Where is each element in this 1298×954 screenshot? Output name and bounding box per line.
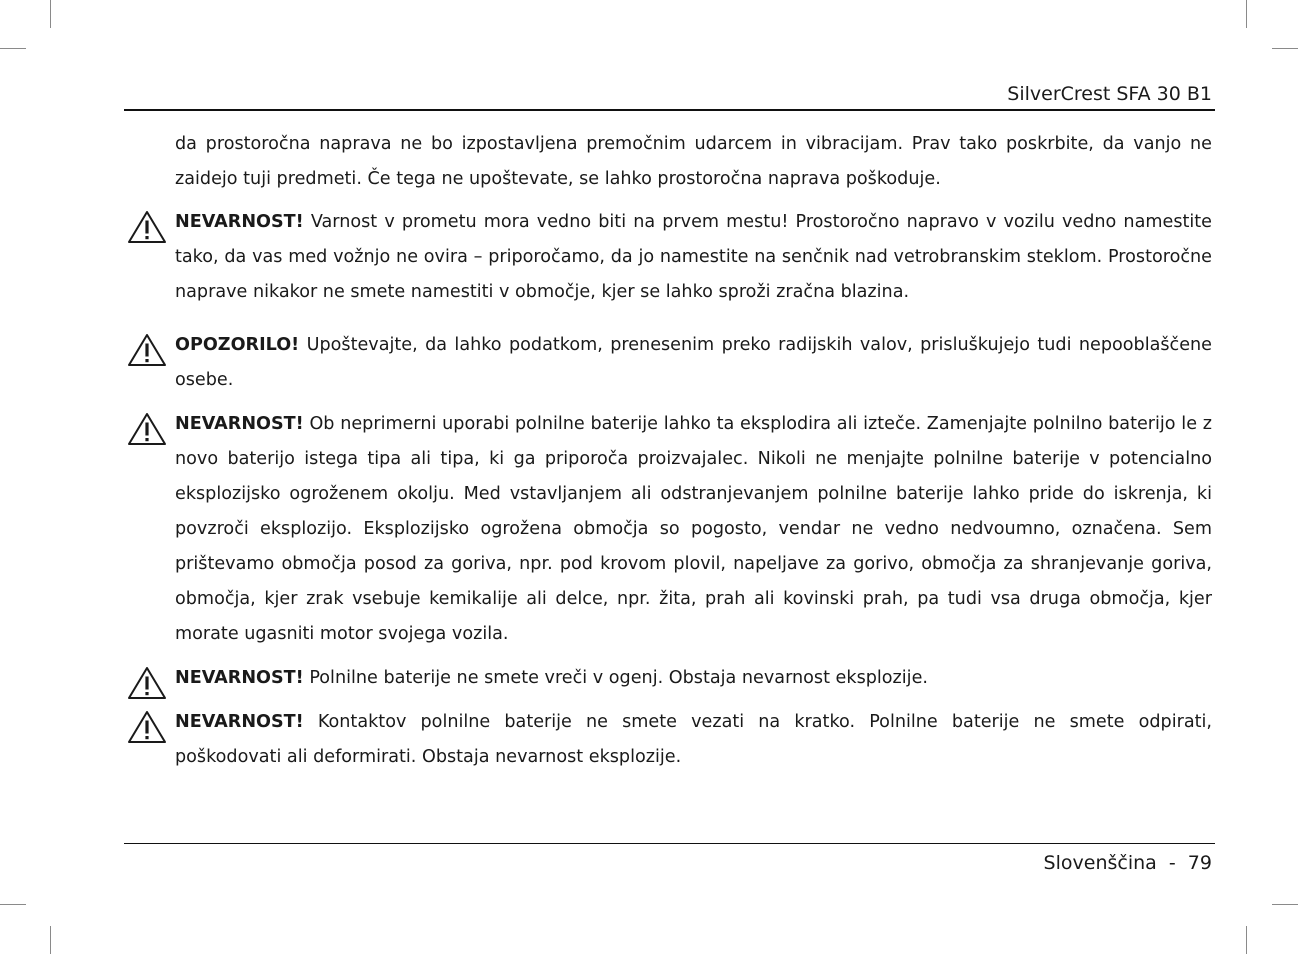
warning-text: Ob neprimerni uporabi polnilne baterije lahko ta eksplodira ali izteče. Zamenjajte polnilno baterijo le z novo baterijo istega tipa ali tipa, ki ga priporoča proizvajalec. Nikoli ne menjajte polnilne baterije v potencialno eksplozijsko ogroženem okolju. Med vstavljanjem ali odstranjevanjem polnilne baterije lahko pride do iskrenja, ki povzroči eksplozijo. Eksplozijsko ogrožena območja so pogosto, vendar ne vedno nedvoumno, označena. Sem prištevamo območja posod za goriva, npr. pod krovom plovil, napeljave za gorivo, območja za shranjevanje goriva, območja, kjer zrak vsebuje kemikalije ali delce, npr. žita, prah ali kovinski prah, pa tudi vsa druga območja, kjer morate ugasniti motor svojega vozila. (175, 414, 1212, 644)
warning-paragraph (124, 705, 1212, 775)
crop-mark (1246, 926, 1247, 954)
header-rule (124, 109, 1215, 111)
crop-mark (1246, 0, 1247, 28)
warning-text: Varnost v prometu mora vedno biti na prvem mestu! Prostoročno napravo v vozilu vedno namestite tako, da vas med vožnjo ne ovira – priporočamo, da jo namestite na senčnik nad vetrobranskim steklom. Prostoročne naprave nikakor ne smete namestiti v območje, kjer se lahko sproži zračna blazina. (175, 212, 1212, 302)
warning-text: Kontaktov polnilne baterije ne smete vezati na kratko. Polnilne baterije ne smete odpirati, poškodovati ali deformirati. Obstaja nevarnost eksplozije. (175, 712, 1212, 767)
crop-mark (50, 926, 51, 954)
warning-label: NEVARNOST! (175, 212, 304, 232)
warning-label: NEVARNOST! (175, 414, 304, 434)
page-header: SilverCrest SFA 30 B1 (1007, 83, 1212, 105)
warning-triangle-icon (127, 710, 167, 744)
warning-label: NEVARNOST! (175, 668, 304, 688)
page-content (124, 127, 1212, 784)
warning-triangle-icon (127, 666, 167, 700)
warning-label: NEVARNOST! (175, 712, 304, 732)
crop-mark (0, 904, 26, 905)
warning-text: Upoštevajte, da lahko podatkom, prenesenim preko radijskih valov, prisluškujejo tudi nepooblaščene osebe. (175, 335, 1213, 390)
warning-triangle-icon (127, 333, 167, 367)
crop-mark (1272, 48, 1298, 49)
warning-paragraph (124, 205, 1212, 310)
warning-label: OPOZORILO! (175, 335, 300, 355)
page-footer: Slovenščina - 79 (1043, 852, 1212, 874)
crop-mark (0, 48, 26, 49)
warning-triangle-icon (127, 412, 167, 446)
crop-mark (1272, 904, 1298, 905)
warning-triangle-icon (127, 210, 167, 244)
warning-paragraph (124, 661, 1212, 696)
warning-text: Polnilne baterije ne smete vreči v ogenj. Obstaja nevarnost eksplozije. (309, 668, 928, 688)
paragraph-intro (124, 127, 1212, 197)
crop-mark (50, 0, 51, 28)
footer-rule (124, 843, 1215, 844)
warning-paragraph (124, 407, 1212, 652)
warning-paragraph (124, 328, 1212, 398)
paragraph-text: da prostoročna naprava ne bo izpostavljena premočnim udarcem in vibracijam. Prav tako poskrbite, da vanjo ne zaidejo tuji predmeti. Če tega ne upoštevate, se lahko prostoročna naprava poškoduje. (175, 134, 1212, 189)
